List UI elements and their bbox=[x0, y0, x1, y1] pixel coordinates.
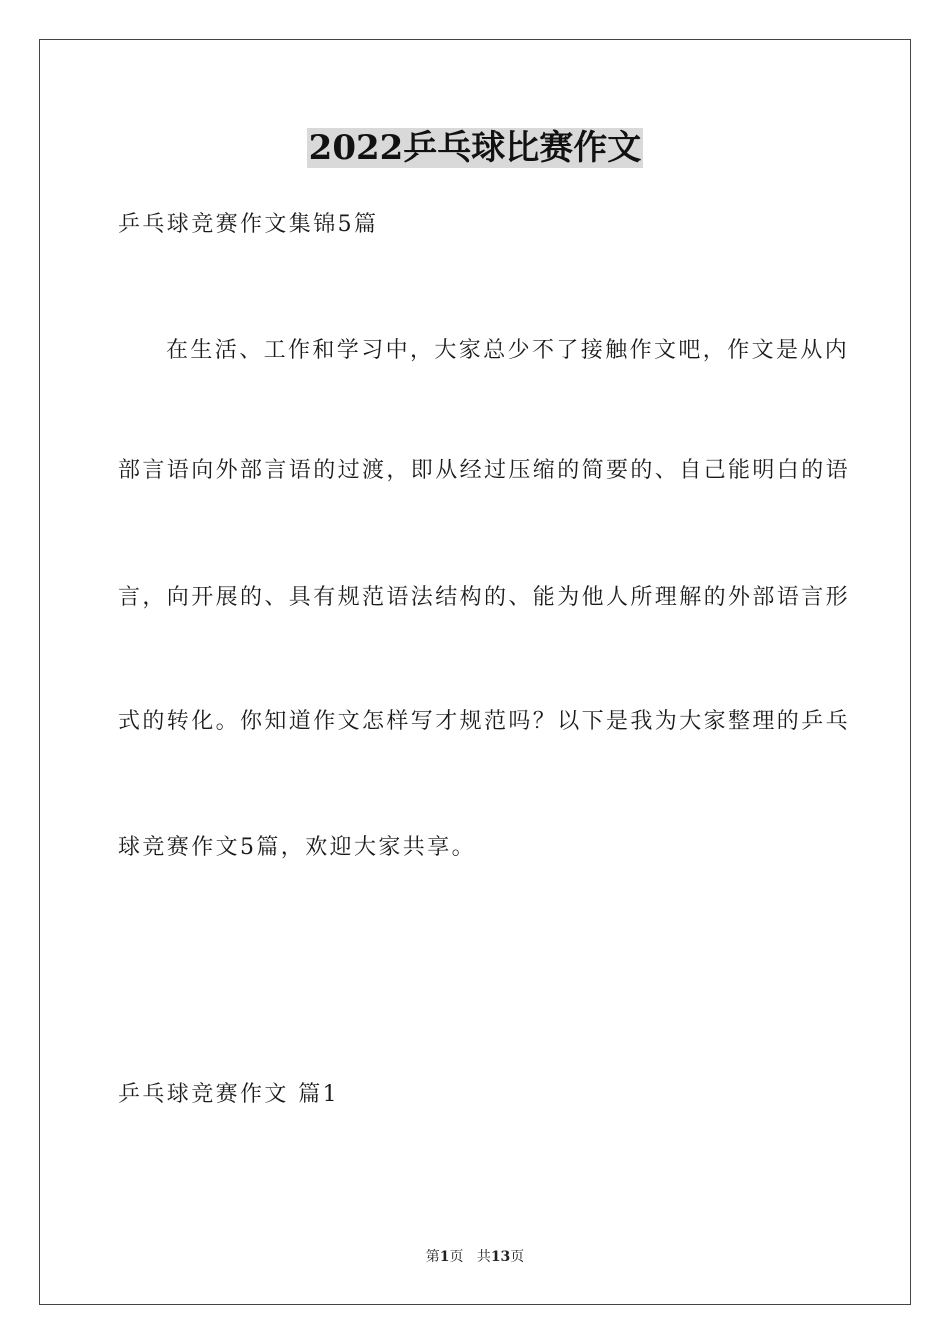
paragraph-line-5: 球竞赛作文5篇，欢迎大家共享。 bbox=[118, 835, 476, 860]
total-pages: 13 bbox=[490, 1249, 511, 1265]
total-suffix: 页 bbox=[510, 1249, 525, 1265]
paragraph-line-2: 部言语向外部言语的过渡，即从经过压缩的简要的、自己能明白的语 bbox=[118, 458, 851, 483]
section-heading: 乒乓球竞赛作文 篇1 bbox=[118, 1082, 339, 1107]
page-suffix: 页 bbox=[449, 1249, 464, 1265]
document-title-text: 2022乒乓球比赛作文 bbox=[308, 128, 642, 168]
page-footer bbox=[0, 1248, 950, 1266]
document-subtitle: 乒乓球竞赛作文集锦5篇 bbox=[118, 212, 379, 237]
total-prefix: 共 bbox=[476, 1249, 491, 1265]
page-current: 1 bbox=[439, 1249, 450, 1265]
page-prefix: 第 bbox=[425, 1249, 440, 1265]
paragraph-line-4: 式的转化。你知道作文怎样写才规范吗？以下是我为大家整理的乒乓 bbox=[118, 709, 851, 734]
paragraph-line-3: 言，向开展的、具有规范语法结构的、能为他人所理解的外部语言形 bbox=[118, 585, 851, 610]
document-title bbox=[0, 126, 950, 170]
paragraph-line-1: 在生活、工作和学习中，大家总少不了接触作文吧，作文是从内 bbox=[166, 338, 850, 363]
